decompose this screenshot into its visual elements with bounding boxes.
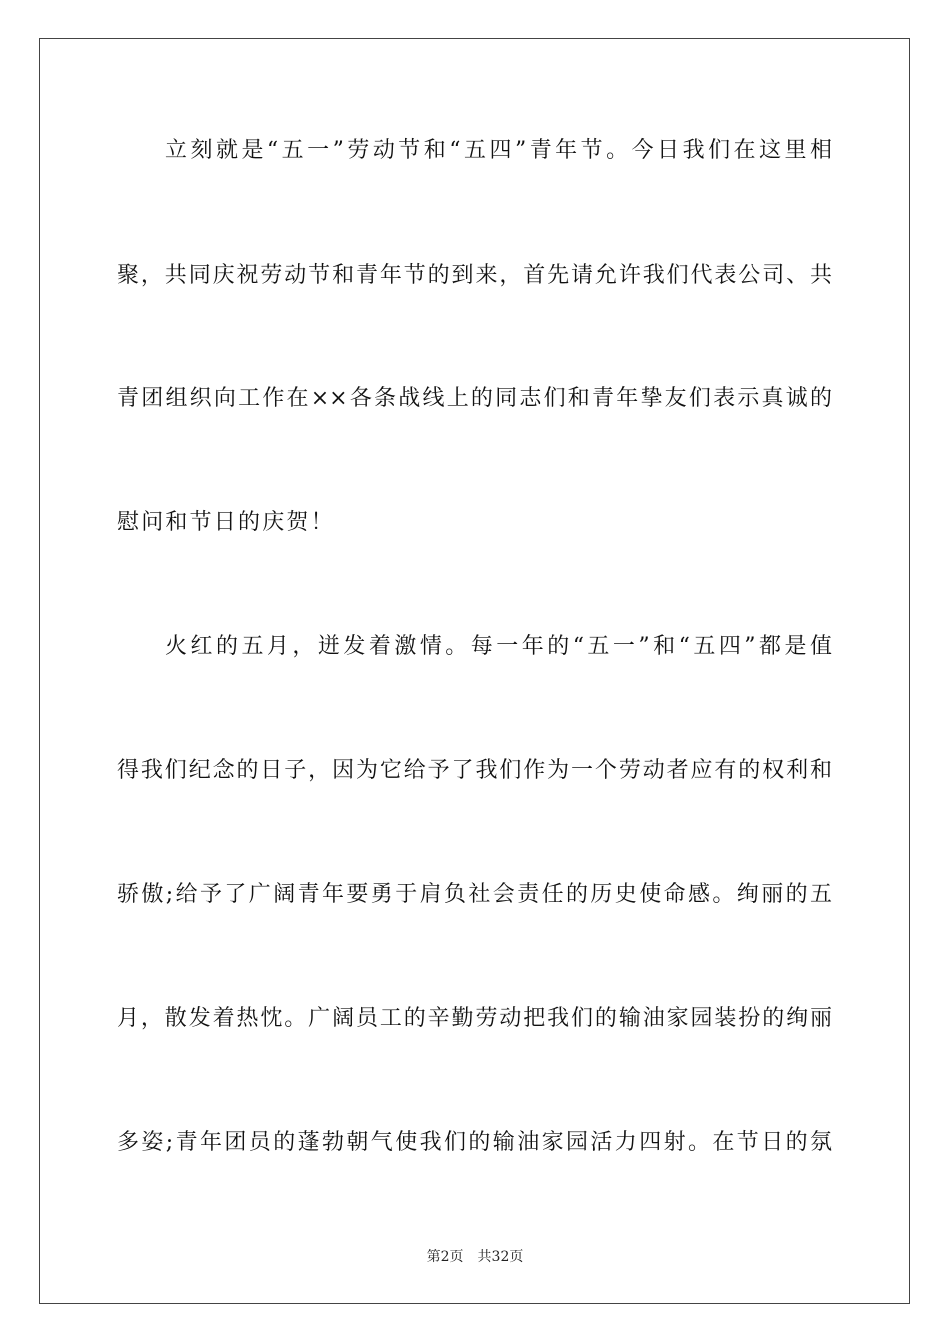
paragraph-2-line-2: 得我们纪念的日子，因为它给予了我们作为一个劳动者应有的权利和 — [117, 758, 832, 783]
paragraph-1-line-4: 慰问和节日的庆贺！ — [117, 510, 335, 535]
paragraph-2-line-3: 骄傲;给予了广阔青年要勇于肩负社会责任的历史使命感。绚丽的五 — [117, 882, 832, 907]
paragraph-2-line-5: 多姿;青年团员的蓬勃朝气使我们的输油家园活力四射。在节日的氛 — [117, 1130, 832, 1155]
page-footer — [0, 1248, 950, 1266]
paragraph-2-line-1: 火红的五月，迸发着激情。每一年的“五一”和“五四”都是值 — [165, 634, 832, 659]
paragraph-1-line-3: 青团组织向工作在××各条战线上的同志们和青年挚友们表示真诚的 — [117, 386, 832, 411]
paragraph-1-line-1: 立刻就是“五一”劳动节和“五四”青年节。今日我们在这里相 — [165, 138, 832, 163]
page-border — [39, 38, 910, 1304]
paragraph-1-line-2: 聚，共同庆祝劳动节和青年节的到来，首先请允许我们代表公司、共 — [117, 263, 832, 288]
paragraph-2-line-4: 月，散发着热忱。广阔员工的辛勤劳动把我们的输油家园装扮的绚丽 — [117, 1006, 832, 1031]
page-total: 共32页 — [477, 1249, 524, 1265]
page-number: 第2页 — [426, 1249, 464, 1265]
